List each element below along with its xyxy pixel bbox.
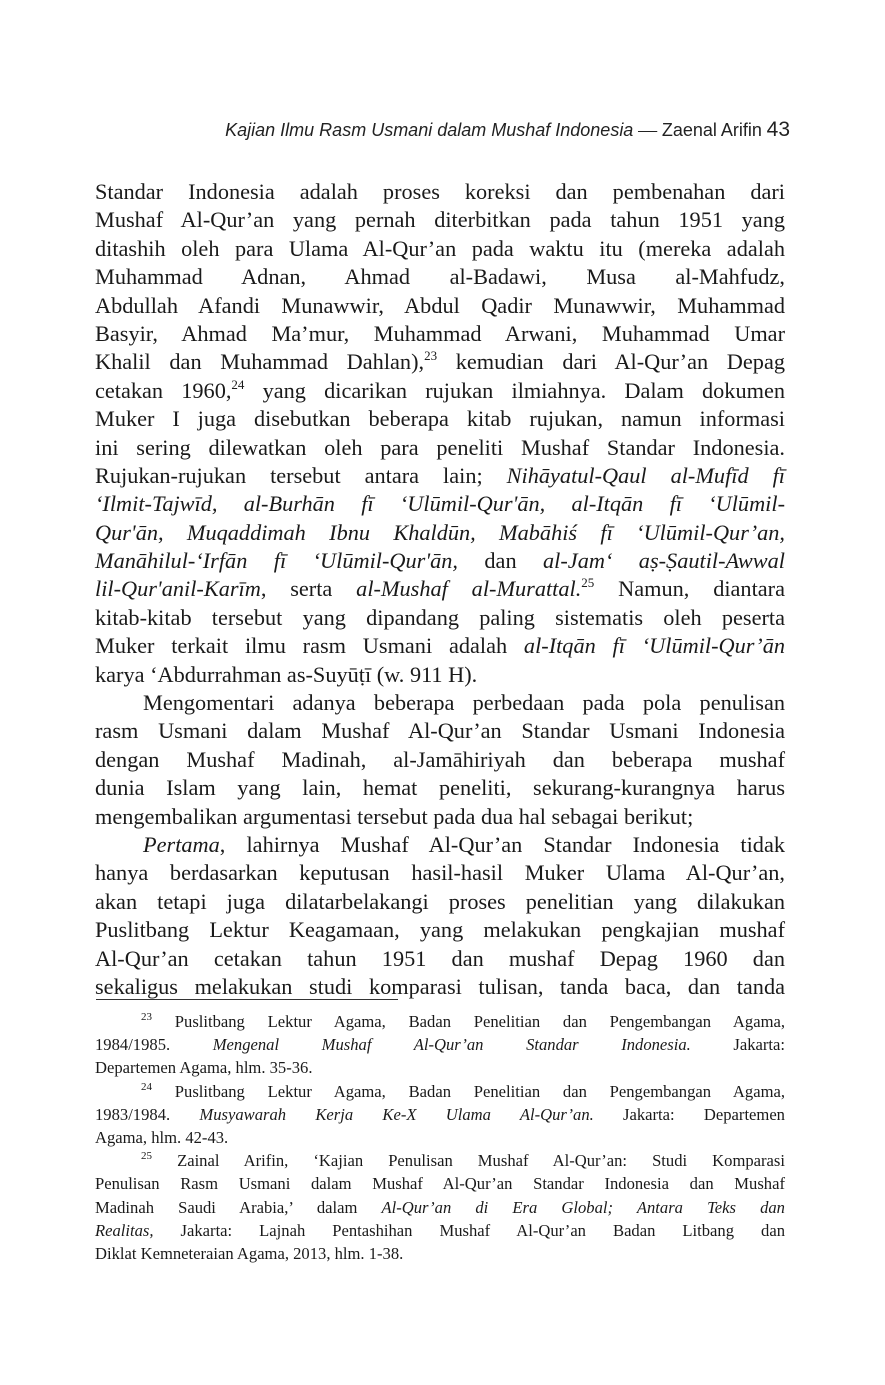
- text-segment: 1984/1985.: [95, 1035, 213, 1055]
- text-line: [95, 462, 785, 490]
- text-line: Mushaf Al-Qur’an yang pernah diterbitkan pada tahun 1951 yang: [95, 207, 785, 233]
- text-line: Penulisan Rasm Usmani dalam Mushaf Al-Qur’an Standar Indonesia dan Mushaf: [95, 1174, 785, 1194]
- italic-title: Mengenal Mushaf Al-Qur’an Standar Indonesia.: [212, 1035, 691, 1055]
- text-line: [95, 377, 785, 405]
- text-segment: 1983/1984.: [95, 1104, 200, 1124]
- body-text: [95, 178, 785, 1001]
- text-line: akan tetapi juga dilatarbelakangi proses penelitian yang dilakukan: [95, 888, 785, 914]
- page-number: 43: [766, 118, 790, 141]
- running-header: [95, 118, 790, 142]
- text-segment: Jakarta: Lajnah Pentashihan Mushaf Al-Qur’an Badan Litbang dan: [153, 1220, 785, 1240]
- text-line: kitab-kitab tersebut yang dipandang paling sistematis oleh peserta: [95, 604, 785, 630]
- text-line: hanya berdasarkan keputusan hasil-hasil Muker Ulama Al-Qur’an,: [95, 860, 785, 886]
- footnotes: [95, 1010, 785, 1265]
- italic-title: Musyawarah Kerja Ke-X Ulama Al-Qur’an.: [199, 1104, 594, 1124]
- text-line: [95, 632, 785, 660]
- text-segment: Khalil dan Muhammad Dahlan),: [95, 349, 425, 375]
- footnote-ref-25[interactable]: 25: [581, 575, 595, 591]
- header-author: Zaenal Arifin: [661, 120, 762, 140]
- text-line: [95, 519, 785, 547]
- text-segment: , serta: [260, 576, 357, 602]
- text-line: Standar Indonesia adalah proses koreksi dan pembenahan dari: [95, 179, 785, 204]
- text-line: Agama, hlm. 42-43.: [95, 1127, 229, 1147]
- text-segment: dan: [457, 548, 544, 574]
- text-segment: yang dicarikan rujukan ilmiahnya. Dalam dokumen: [244, 377, 785, 403]
- text-line: [95, 348, 785, 376]
- text-line: [95, 1219, 785, 1242]
- footnote-number: 25: [141, 1150, 152, 1163]
- text-line: [95, 831, 785, 859]
- italic-title: Realitas,: [95, 1220, 154, 1240]
- text-segment: Rujukan-rujukan tersebut antara lain;: [95, 462, 507, 488]
- italic-title: Qur'ān, Muqaddimah Ibnu Khaldūn, Mabāhiś fī ‘Ulūmil-Qur’an,: [95, 519, 785, 545]
- text-line: [95, 1103, 785, 1126]
- footnote-ref-24[interactable]: 24: [231, 376, 245, 392]
- footnote-25: [95, 1149, 785, 1265]
- text-segment: Jakarta: Departemen: [593, 1104, 785, 1124]
- text-segment: Madinah Saudi Arabia,’ dalam: [95, 1197, 382, 1217]
- text-line: rasm Usmani dalam Mushaf Al-Qur’an Standar Usmani Indonesia: [95, 718, 785, 744]
- text-line: [95, 490, 785, 518]
- text-line: Abdullah Afandi Munawwir, Abdul Qadir Munawwir, Muhammad: [95, 292, 785, 318]
- italic-title: al-Mushaf al-Murattal.: [356, 576, 582, 602]
- text-line: dunia Islam yang lain, hemat peneliti, sekurang-kurangnya harus: [95, 775, 785, 801]
- italic-title: al-Itqān fī ‘Ulūmil-Qur’ān: [523, 633, 785, 659]
- italic-word: Pertama: [143, 831, 220, 857]
- paragraph-3: [95, 831, 785, 1001]
- italic-title: al-Jam‘ aṣ-Ṣautil-Awwal: [543, 548, 785, 574]
- text-line: Muhammad Adnan, Ahmad al-Badawi, Musa al-Mahfudz,: [95, 264, 785, 290]
- text-line: mengembalikan argumentasi tersebut pada dua hal sebagai berikut;: [95, 803, 694, 829]
- text-segment: Muker terkait ilmu rasm Usmani adalah: [95, 633, 524, 659]
- text-line: dengan Mushaf Madinah, al-Jamāhiriyah dan beberapa mushaf: [95, 746, 785, 772]
- text-line: Basyir, Ahmad Ma’mur, Muhammad Arwani, Muhammad Umar: [95, 320, 785, 346]
- footnote-ref-23[interactable]: 23: [424, 348, 438, 364]
- text-line: Mengomentari adanya beberapa perbedaan pada pola penulisan: [143, 690, 785, 716]
- paragraph-2: [95, 689, 785, 831]
- text-line: [95, 1033, 785, 1056]
- text-line: ditashih oleh para Ulama Al-Qur’an pada waktu itu (mereka adalah: [95, 235, 785, 261]
- paragraph-1: [95, 178, 785, 689]
- text-line: Muker I juga disebutkan beberapa kitab rujukan, namun informasi: [95, 406, 785, 432]
- italic-title: Nihāyatul-Qaul al-Mufīd fī: [506, 462, 785, 488]
- footnote-number: 24: [141, 1080, 152, 1093]
- text-segment: Jakarta:: [690, 1035, 785, 1055]
- text-line: [95, 547, 785, 575]
- italic-title: Manāhilul-‘Irfān fī ‘Ulūmil-Qur'ān,: [95, 548, 458, 574]
- text-line: sekaligus melakukan studi komparasi tulisan, tanda baca, dan tanda: [95, 973, 785, 999]
- text-line: [95, 1196, 785, 1219]
- text-line: ini sering dilewatkan oleh para peneliti Mushaf Standar Indonesia.: [95, 434, 785, 460]
- italic-title: ‘Ilmit-Tajwīd, al-Burhān fī ‘Ulūmil-Qur'ān, al-Itqān fī ‘Ulūmil-: [95, 491, 785, 517]
- footnote-divider: [96, 999, 398, 1000]
- text-line: Al-Qur’an cetakan tahun 1951 dan mushaf Depag 1960 dan: [95, 945, 785, 971]
- text-line: karya ‘Abdurrahman as-Suyūṭī (w. 911 H).: [95, 661, 478, 687]
- footnote-number: 23: [141, 1011, 152, 1023]
- text-line: Departemen Agama, hlm. 35-36.: [95, 1058, 313, 1078]
- text-line: [95, 575, 785, 603]
- text-segment: Puslitbang Lektur Agama, Badan Penelitian dan Pengembangan Agama,: [152, 1081, 785, 1101]
- text-segment: Puslitbang Lektur Agama, Badan Penelitian dan Pengembangan Agama,: [152, 1012, 785, 1031]
- text-line: [95, 1010, 785, 1033]
- text-line: Diklat Kemneteraian Agama, 2013, hlm. 1-38.: [95, 1243, 404, 1263]
- text-segment: Zainal Arifin, ‘Kajian Penulisan Mushaf Al-Qur’an: Studi Komparasi: [152, 1151, 785, 1171]
- text-line: [95, 1080, 785, 1103]
- text-segment: , lahirnya Mushaf Al-Qur’an Standar Indonesia tidak: [219, 831, 785, 857]
- text-segment: Namun, diantara: [594, 576, 785, 602]
- text-segment: kemudian dari Al-Qur’an Depag: [437, 349, 785, 375]
- footnote-24: [95, 1080, 785, 1150]
- text-line: [95, 1149, 785, 1172]
- italic-title: Al-Qur’an di Era Global; Antara Teks dan: [381, 1197, 785, 1217]
- header-separator: —: [638, 120, 658, 141]
- header-title: Kajian Ilmu Rasm Usmani dalam Mushaf Indonesia: [225, 120, 634, 140]
- footnote-23: [95, 1010, 785, 1080]
- text-line: Puslitbang Lektur Keagamaan, yang melakukan pengkajian mushaf: [95, 917, 785, 943]
- italic-title: lil-Qur'anil-Karīm: [95, 576, 261, 602]
- text-segment: cetakan 1960,: [95, 377, 232, 403]
